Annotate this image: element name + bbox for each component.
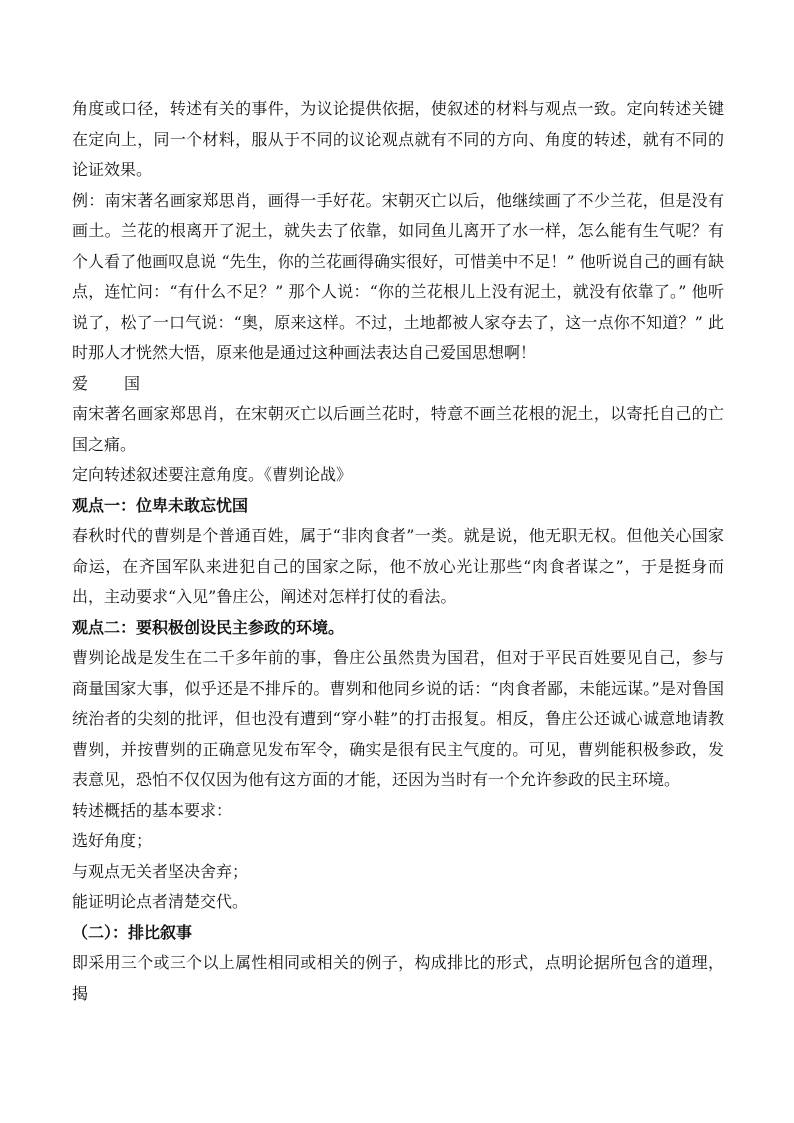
paragraph-requirements-title: 转述概括的基本要求： <box>72 800 233 820</box>
list-item: 选好角度； <box>72 831 153 850</box>
paragraph-aiguo <box>72 369 724 400</box>
paragraph-summary: 南宋著名画家郑思肖，在宋朝灭亡以后画兰花时，特意不画兰花根的泥土，以寄托自己的亡国之痛。 <box>72 404 724 454</box>
aiguo-char-2: 国 <box>124 373 141 393</box>
paragraph-parallel-narration: 即采用三个或三个以上属性相同或相关的例子，构成排比的形式，点明论据所包含的道理，揭 <box>72 953 724 1003</box>
paragraph-angle-note: 定向转述叙述要注意角度。《曹刿论战》 <box>72 465 353 484</box>
heading-viewpoint-two: 观点二：要积极创设民主参政的环境。 <box>72 617 345 637</box>
list-item: 与观点无关者坚决舍弃； <box>72 861 249 881</box>
paragraph-definition: 角度或口径，转述有关的事件，为议论提供依据，使叙述的材料与观点一致。定向转述关键在定向上，同一个材料，服从于不同的议论观点就有不同的方向、角度的转述，就有不同的论证效果。 <box>72 99 724 179</box>
paragraph-example-story: 例：南宋著名画家郑思肖，画得一手好花。宋朝灭亡以后，他继续画了不少兰花，但是没有画土。兰花的根离开了泥土，就失去了依靠，如同鱼儿离开了水一样，怎么能有生气呢？有个人看了他画叹息说 “先生，你的兰花画得确实很好，可惜美中不足！” 他听说自己的画有缺点，连忙问：“有什么不足？” 那个人说：“你的兰花根儿上没有泥土，就没有依靠了。” 他听说了，松了一口气说：“奥，原来这样。不过，土地都被人家夺去了，这一点你不知道？” 此时那人才恍然大悟，原来他是通过这种画法表达自己爱国思想啊！ <box>72 190 724 362</box>
aiguo-char-1: 爱 <box>72 373 89 393</box>
list-item: 能证明论点者清楚交代。 <box>72 892 249 911</box>
heading-viewpoint-one: 观点一：位卑未敢忘忧国 <box>72 495 249 515</box>
paragraph-viewpoint-one: 春秋时代的曹刿是个普通百姓，属于“非肉食者”一类。就是说，他无职无权。但他关心国家命运，在齐国军队来进犯自己的国家之际，他不放心光让那些“肉食者谋之”，于是挺身而出，主动要求“入见”鲁庄公，阐述对怎样打仗的看法。 <box>72 526 724 606</box>
heading-section-two: （二）：排比叙事 <box>72 922 193 942</box>
paragraph-viewpoint-two: 曹刿论战是发生在二千多年前的事，鲁庄公虽然贵为国君，但对于平民百姓要见自己，参与商量国家大事，似乎还是不排斥的。曹刿和他同乡说的话：“肉食者鄙，未能远谋。”是对鲁国统治者的尖刻的批评，但也没有遭到“穿小鞋”的打击报复。相反，鲁庄公还诚心诚意地请教曹刿，并按曹刿的正确意见发布军令，确实是很有民主气度的。可见，曹刿能积极参政，发表意见，恐怕不仅仅因为他有这方面的才能，还因为当时有一个允许参政的民主环境。 <box>72 648 724 789</box>
document-page <box>72 94 724 1009</box>
